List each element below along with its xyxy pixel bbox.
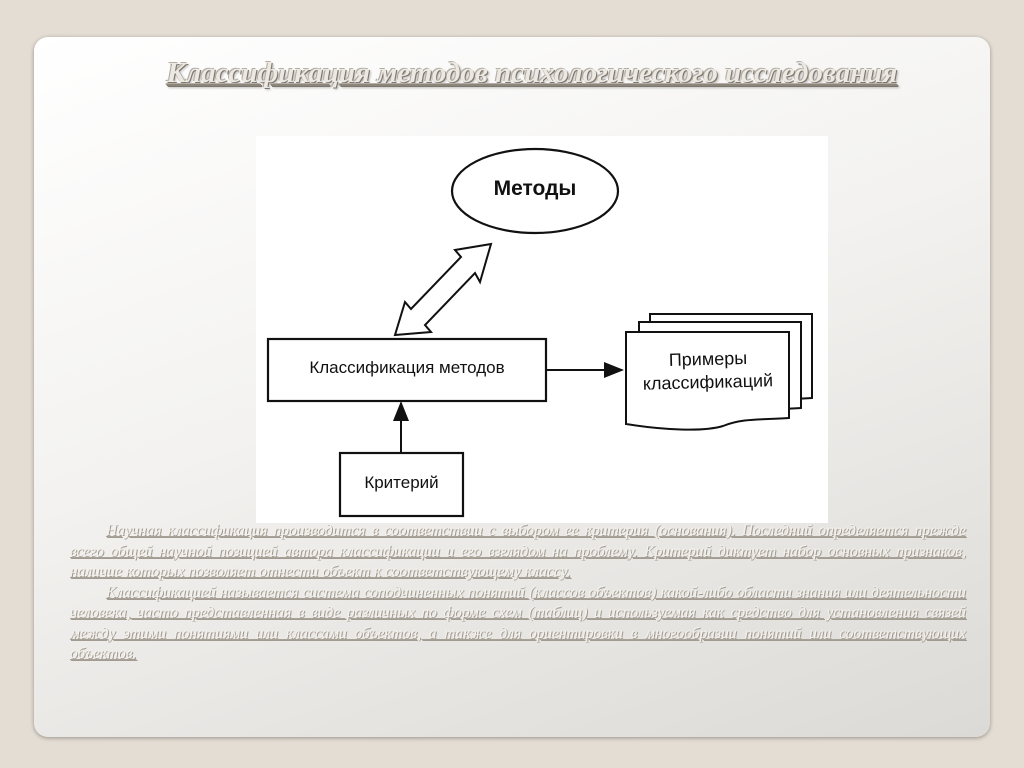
- slide-title: Классификация методов психологического исследования: [166, 57, 898, 89]
- classification-diagram: [256, 136, 828, 523]
- paragraph-2: Классификацией называется система соподчиненных понятий (классов объектов) какой-либо области знания или деятельности человека, часто представленная в виде различных по форме схем (таблиц) и используемая как средство для установления связей между этими понятиями или классами объектов, а также для ориентировки в многообразии понятий или соответствующих объектов.: [70, 583, 966, 662]
- body-text: [70, 521, 966, 665]
- classification-label: Классификация методов: [309, 358, 505, 377]
- criterion-label: Критерий: [364, 473, 439, 492]
- examples-label-line1: Примеры: [668, 347, 748, 371]
- paragraph-1: Научная классификация производится в соответствии с выбором ее критерия (основания). Последний определяется прежде всего общей научной позицией автора классификации и его взглядом на проблему. Критерий диктует набор основных признаков, наличие которых позволяет отнести объект к соответствующему классу.: [70, 522, 966, 580]
- slide: [34, 37, 990, 737]
- double-arrow: [395, 244, 491, 335]
- examples-label-line2: классификаций: [642, 370, 774, 394]
- methods-label: Методы: [493, 177, 577, 200]
